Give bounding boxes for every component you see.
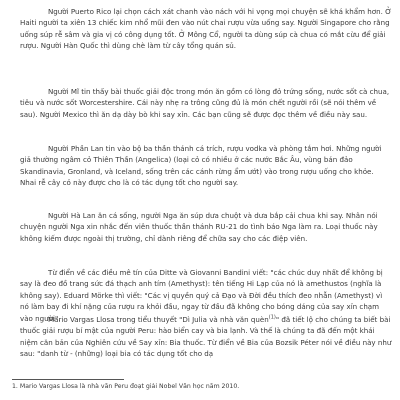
paragraph-vargas-llosa-start: Mario Vargas Llosa trong tiểu thuyết "Dì Julia và nhà văn quèn [48, 315, 269, 324]
paragraph-amethyst: Từ điển về các điều mê tín của Ditte và Giovanni Bandini viết: "các chúc duy nhất để không bị say là đeo đồ trang sức đá thạch anh tím (Amethyst): tên tiếng Hi Lạp của nó là amethustos (nghĩa là không say). Eduard Mörke thì viết: "Các vị quyền quý cả Đạo và Đời đều thích đeo nhẫn (Amethyst) vì nó làm bay đi khí nặng của rượu ra khỏi đầu, ngay từ đầu đã không cho bóng dáng của say xỉn chạm vào người". [20, 268, 383, 323]
footnote-text: 1. Mario Vargas Llosa là nhà văn Peru đoạt giải Nobel Văn học năm 2010. [12, 383, 240, 390]
paragraph-vargas-llosa [20, 314, 392, 360]
paragraph-hangover-cures-3: Người Phần Lan tin vào bộ ba thần thánh cá trích, rượu vodka và phòng tắm hơi. Những người giả thường ngâm cỏ Thiên Thần (Angelica) (loại cỏ có nhiều ở các nước Bắc Âu, vùng bán đảo Skandinavia, Gronland, và Iceland, sống trên các cánh rừng ẩm ướt) vào trong rượu uống cho khỏe. Nhai rễ cây cỏ này được cho là có tác dụng tốt cho người say. [20, 144, 382, 188]
footnote-marker: (1) [268, 314, 276, 321]
footnote-divider [12, 379, 124, 380]
paragraph-hangover-cures-2: Người Mĩ tin thấy bài thuốc giải độc trong món ăn gồm có lòng đỏ trứng sống, nước sốt cà chua, tiêu và nước sốt Worcestershire. Cái này nhẹ ra trông cũng đủ là món chết người rồi (sẽ nói thêm về sau). Người Mexico thì ăn dạ dày bò khi say xỉn. Các bạn cũng sẽ được đọc thêm về điều này sau. [20, 87, 390, 119]
paragraph-vargas-llosa-rest: " đã tiết lộ cho chúng ta biết bài thuốc giải rượu bí mật của người Peru: hào biển cay và bia lạnh. Và thế là chúng ta đã đến một khái niệm căn bản của Nghiên cứu về Say xỉn: Bia thuốc. Từ điển về Bia của Bozsik Péter nói về điều này như sau: "danh từ - (những) loại bia có tác dụng tốt cho dạ [20, 315, 392, 359]
paragraph-hangover-cures-4: Người Hà Lan ăn cá sống, người Nga ăn súp dưa chuột và dưa bắp cải chua khi say. Nhân nói chuyện người Nga xin nhắc đến viên thuốc thần thánh RU-21 do tình báo Nga làm ra. Loại thuốc này không kiếm được ngoài thị trường, chỉ dành riêng để chữa say cho các điệp viên. [20, 211, 378, 243]
paragraph-hangover-cures-1: Người Puerto Rico lại chọn cách xát chanh vào nách với hi vọng mọi chuyện sẽ khá khẩm hơn. Ở Haiti người ta xiên 13 chiếc kim nhổ mũi đen vào nút chai rượu vừa uống say. Người Singapore cho rằng uống súp rễ sâm và gia vị có công dụng tốt. Ở Mông Cổ, người ta dùng súp cà chua có mắt cừu để giải rượu. Người Hàn Quốc thì dùng chè làm từ cây tổng quán sủ. [20, 7, 392, 51]
